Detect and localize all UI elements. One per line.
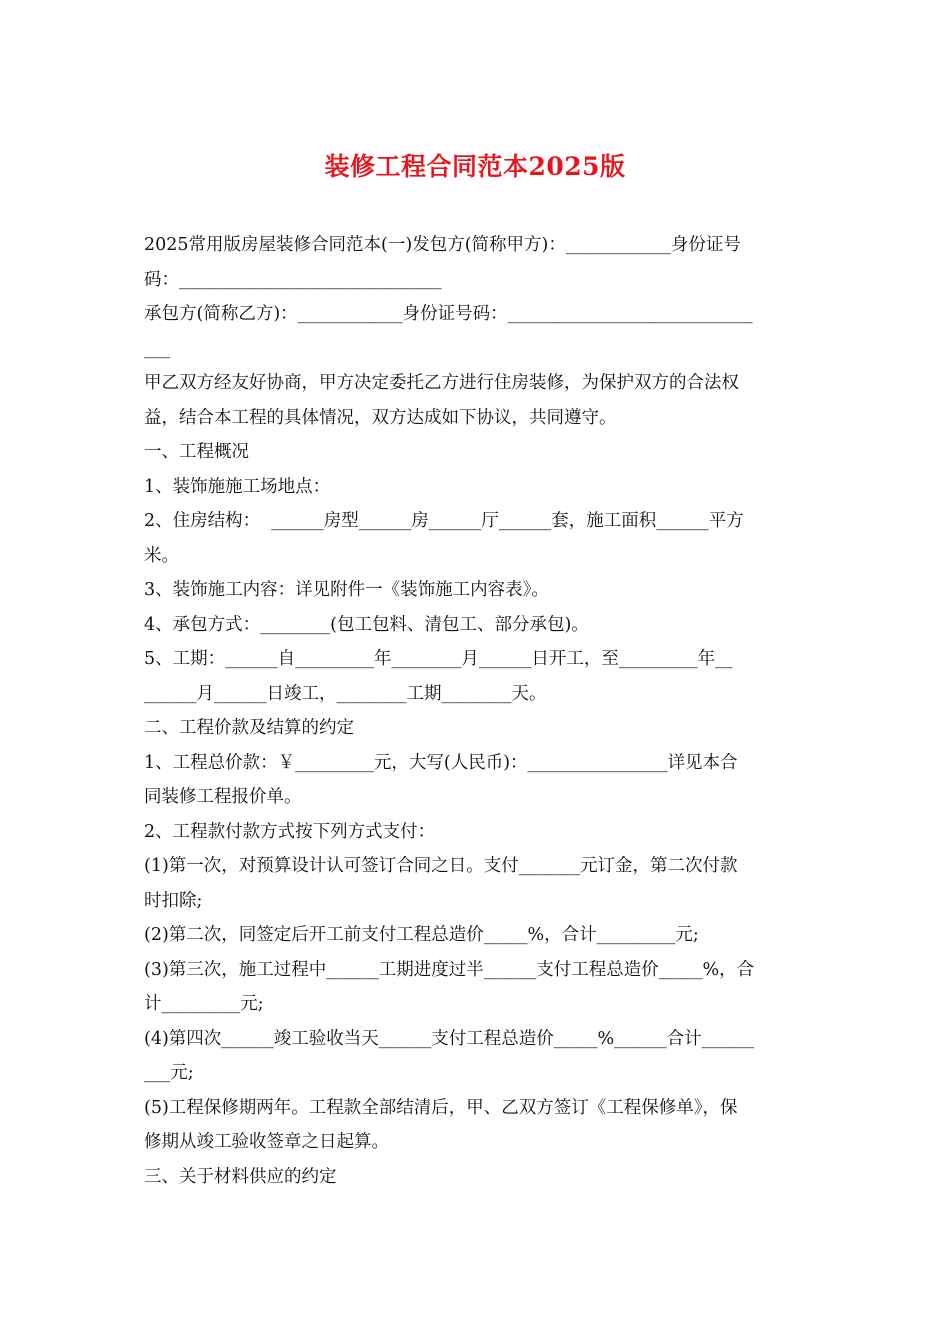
text-line: 2025常用版房屋装修合同范本(一)发包方(简称甲方)：____________身份证号 <box>144 235 741 255</box>
text-line: 1、工程总价款：￥_________元，大写(人民币)：________________详见本合 <box>144 752 738 773</box>
text-line: 同装修工程报价单。 <box>144 787 302 807</box>
text-line: 1、装饰施施工场地点： <box>144 476 331 497</box>
text-line: 承包方(简称乙方)：____________身份证号码：____________________________ <box>144 304 753 324</box>
text-line: (1)第一次，对预算设计认可签订合同之日。支付_______元订金，第二次付款 <box>144 856 738 876</box>
document-title: 装修工程合同范本2025版 <box>324 152 626 181</box>
text-line: 码：______________________________ <box>144 269 442 290</box>
text-line: 二、工程价款及结算的约定 <box>144 718 354 738</box>
text-line: (4)第四次______竣工验收当天______支付工程总造价_____%______合计______ <box>144 1028 755 1049</box>
text-line: 益，结合本工程的具体情况，双方达成如下协议，共同遵守。 <box>144 407 617 428</box>
text-line: ___元; <box>144 1063 194 1083</box>
text-line: 时扣除; <box>144 890 203 911</box>
text-line: 3、装饰施工内容：详见附件一《装饰施工内容表》。 <box>144 580 549 600</box>
text-line: ______月______日竣工，________工期________天。 <box>144 683 547 704</box>
text-line: (3)第三次，施工过程中______工期进度过半______支付工程总造价_____%，合 <box>144 959 755 980</box>
text-line: 三、关于材料供应的约定 <box>144 1166 337 1187</box>
text-line: (5)工程保修期两年。工程款全部结清后，甲、乙双方签订《工程保修单》，保 <box>144 1097 738 1118</box>
text-line: 4、承包方式：________(包工包料、清包工、部分承包)。 <box>144 614 589 635</box>
document-body <box>144 228 810 1194</box>
text-line: (2)第二次，同签定后开工前支付工程总造价_____%，合计_________元; <box>144 925 699 945</box>
text-line: 计_________元; <box>144 994 264 1014</box>
text-line: 一、工程概况 <box>144 442 249 462</box>
text-line: 2、住房结构： ______房型______房______厅______套，施工面积______平方 <box>144 511 744 531</box>
text-line: 5、工期：______自_________年________月______日开工，至_________年__ <box>144 649 733 669</box>
text-line: 修期从竣工验收签章之日起算。 <box>144 1132 389 1152</box>
text-line: 甲乙双方经友好协商，甲方决定委托乙方进行住房装修，为保护双方的合法权 <box>144 373 739 393</box>
text-line: 米。 <box>144 545 179 566</box>
text-line: 2、工程款付款方式按下列方式支付： <box>144 821 436 842</box>
text-line: ___ <box>144 338 171 359</box>
